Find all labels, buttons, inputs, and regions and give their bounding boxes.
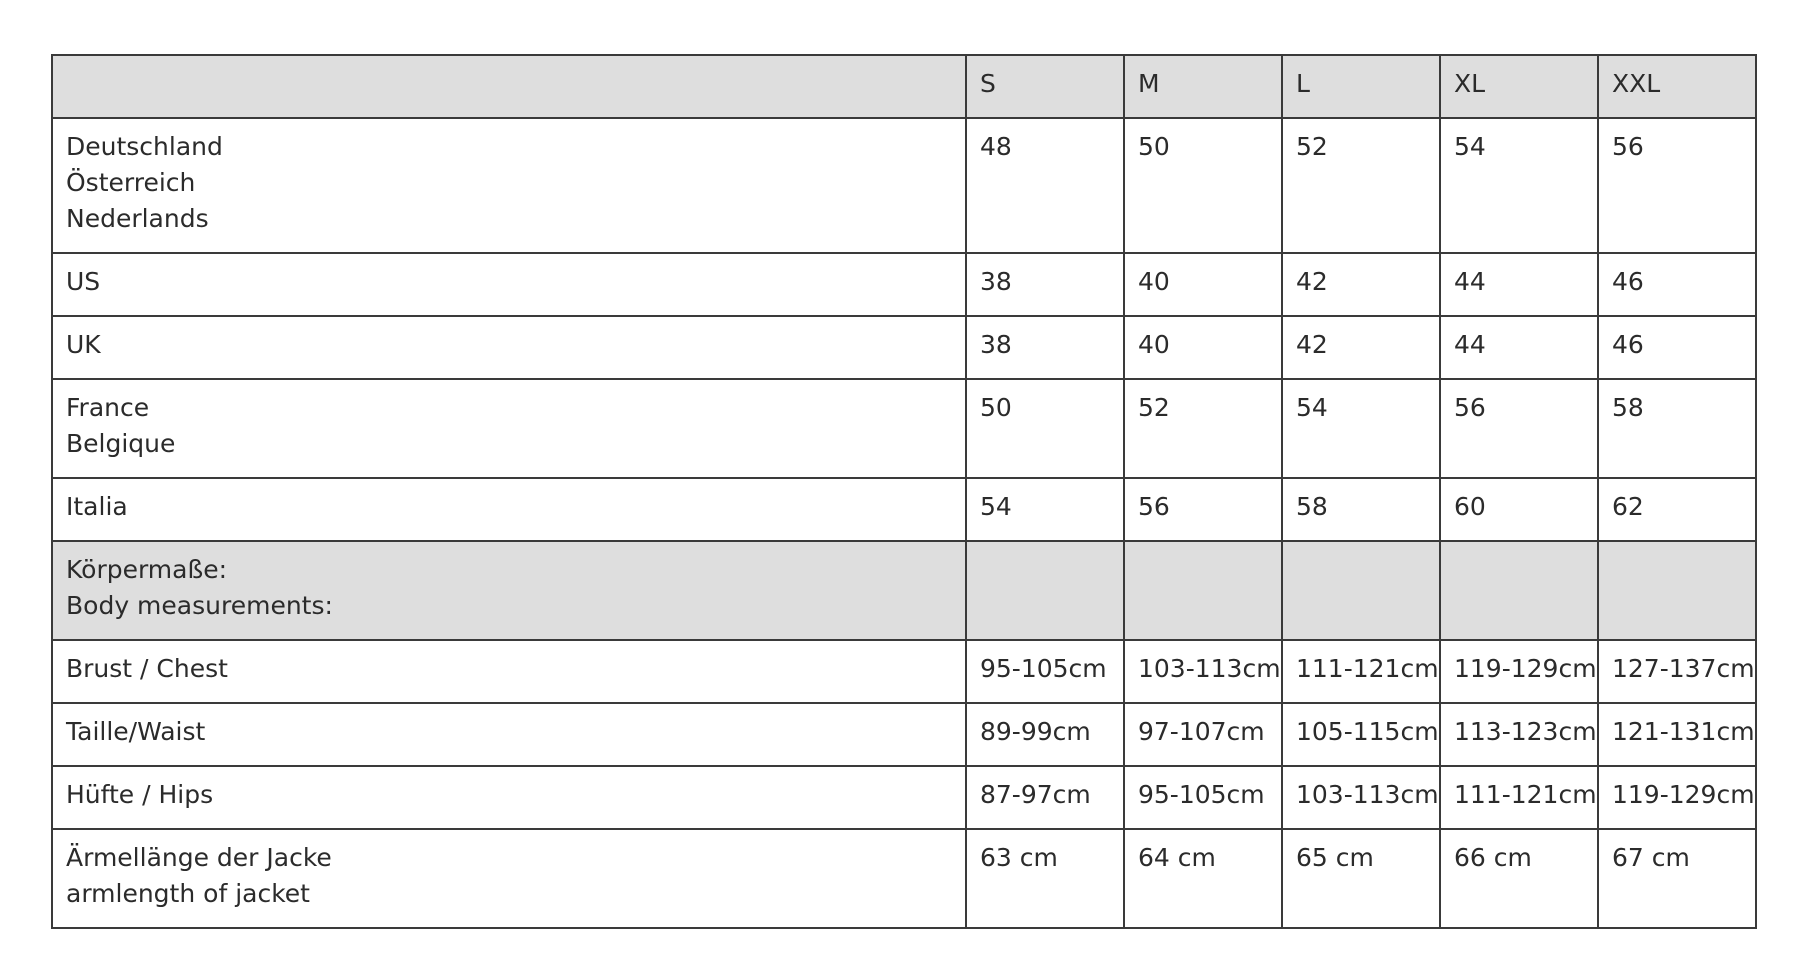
value-cell: 40 xyxy=(1124,253,1282,316)
row-label-cell xyxy=(52,766,966,829)
value-cell: 56 xyxy=(1124,478,1282,541)
size-header-cell: L xyxy=(1282,55,1440,118)
value-cell: 87-97cm xyxy=(966,766,1124,829)
value-cell: 38 xyxy=(966,253,1124,316)
table-row xyxy=(52,766,1756,829)
row-label-line: Nederlands xyxy=(66,204,209,233)
row-label-line: Italia xyxy=(66,492,128,521)
value-cell: 105-115cm xyxy=(1282,703,1440,766)
value-cell: 48 xyxy=(966,118,1124,253)
table-row xyxy=(52,379,1756,478)
section-label-line: Body measurements: xyxy=(66,591,333,620)
value-cell: 44 xyxy=(1440,316,1598,379)
size-header-cell: XXL xyxy=(1598,55,1756,118)
row-label-line: Hüfte / Hips xyxy=(66,780,214,809)
row-label-cell xyxy=(52,829,966,928)
row-label-line: UK xyxy=(66,330,101,359)
value-cell: 65 cm xyxy=(1282,829,1440,928)
value-cell: 54 xyxy=(1440,118,1598,253)
value-cell: 111-121cm xyxy=(1440,766,1598,829)
value-cell: 54 xyxy=(1282,379,1440,478)
value-cell: 127-137cm xyxy=(1598,640,1756,703)
row-label-cell xyxy=(52,253,966,316)
size-header-cell: M xyxy=(1124,55,1282,118)
value-cell: 103-113cm xyxy=(1124,640,1282,703)
size-header-cell: S xyxy=(966,55,1124,118)
value-cell: 60 xyxy=(1440,478,1598,541)
row-label-cell xyxy=(52,541,966,640)
table-row xyxy=(52,703,1756,766)
table-row xyxy=(52,640,1756,703)
value-cell: 119-129cm xyxy=(1440,640,1598,703)
table-row xyxy=(52,478,1756,541)
value-cell: 95-105cm xyxy=(1124,766,1282,829)
value-cell xyxy=(1440,541,1598,640)
value-cell xyxy=(1598,541,1756,640)
value-cell: 103-113cm xyxy=(1282,766,1440,829)
value-cell: 54 xyxy=(966,478,1124,541)
value-cell: 64 cm xyxy=(1124,829,1282,928)
row-label-line: armlength of jacket xyxy=(66,879,310,908)
value-cell: 46 xyxy=(1598,253,1756,316)
value-cell xyxy=(1282,541,1440,640)
value-cell: 38 xyxy=(966,316,1124,379)
row-label-line: France xyxy=(66,393,150,422)
table-row xyxy=(52,118,1756,253)
value-cell: 44 xyxy=(1440,253,1598,316)
value-cell: 46 xyxy=(1598,316,1756,379)
value-cell: 50 xyxy=(1124,118,1282,253)
row-label-line: Ärmellänge der Jacke xyxy=(66,843,332,872)
value-cell: 56 xyxy=(1598,118,1756,253)
row-label-cell xyxy=(52,478,966,541)
row-label-cell xyxy=(52,703,966,766)
value-cell: 42 xyxy=(1282,316,1440,379)
value-cell: 67 cm xyxy=(1598,829,1756,928)
row-label-cell xyxy=(52,118,966,253)
value-cell: 62 xyxy=(1598,478,1756,541)
value-cell: 63 cm xyxy=(966,829,1124,928)
value-cell: 95-105cm xyxy=(966,640,1124,703)
table-row xyxy=(52,253,1756,316)
body-measurements-header-row xyxy=(52,541,1756,640)
value-cell: 40 xyxy=(1124,316,1282,379)
row-label-cell xyxy=(52,379,966,478)
row-label-cell xyxy=(52,316,966,379)
row-label-line: Deutschland xyxy=(66,132,223,161)
table-row xyxy=(52,316,1756,379)
size-chart-table xyxy=(51,54,1757,929)
value-cell: 89-99cm xyxy=(966,703,1124,766)
value-cell: 42 xyxy=(1282,253,1440,316)
value-cell: 58 xyxy=(1282,478,1440,541)
value-cell: 111-121cm xyxy=(1282,640,1440,703)
row-label-line: Brust / Chest xyxy=(66,654,228,683)
value-cell xyxy=(1124,541,1282,640)
value-cell: 119-129cm xyxy=(1598,766,1756,829)
section-label-line: Körpermaße: xyxy=(66,555,228,584)
header-corner-cell xyxy=(52,55,966,118)
value-cell: 97-107cm xyxy=(1124,703,1282,766)
value-cell: 113-123cm xyxy=(1440,703,1598,766)
value-cell: 52 xyxy=(1124,379,1282,478)
table-row xyxy=(52,829,1756,928)
row-label-line: Österreich xyxy=(66,168,196,197)
row-label-line: US xyxy=(66,267,101,296)
value-cell: 52 xyxy=(1282,118,1440,253)
value-cell: 58 xyxy=(1598,379,1756,478)
size-header-row xyxy=(52,55,1756,118)
value-cell: 56 xyxy=(1440,379,1598,478)
value-cell xyxy=(966,541,1124,640)
size-header-cell: XL xyxy=(1440,55,1598,118)
row-label-line: Taille/Waist xyxy=(66,717,206,746)
value-cell: 66 cm xyxy=(1440,829,1598,928)
row-label-cell xyxy=(52,640,966,703)
value-cell: 50 xyxy=(966,379,1124,478)
row-label-line: Belgique xyxy=(66,429,176,458)
value-cell: 121-131cm xyxy=(1598,703,1756,766)
